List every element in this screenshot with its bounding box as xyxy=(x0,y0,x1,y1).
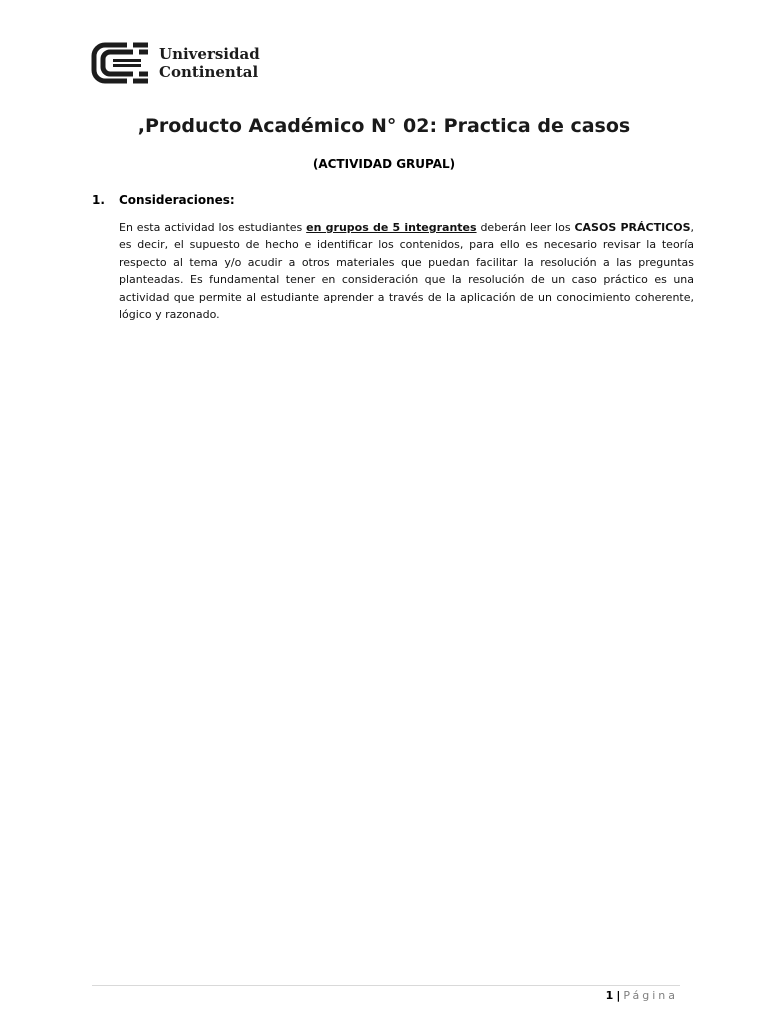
consideraciones-paragraph xyxy=(119,219,694,323)
university-logo xyxy=(91,42,260,84)
page-number: 1 xyxy=(605,989,614,1002)
paragraph-casos-practicos: CASOS PRÁCTICOS xyxy=(574,221,691,234)
footer-separator: | xyxy=(616,989,621,1002)
university-logo-icon xyxy=(91,42,151,84)
section-title: Consideraciones: xyxy=(119,193,235,207)
paragraph-group-size: en grupos de 5 integrantes xyxy=(306,221,477,234)
section-heading xyxy=(92,193,235,207)
paragraph-text-2: deberán leer los xyxy=(476,221,575,234)
document-subtitle: (ACTIVIDAD GRUPAL) xyxy=(312,157,456,171)
section-number: 1. xyxy=(92,193,105,207)
paragraph-text-1: En esta actividad los estudiantes xyxy=(119,221,307,234)
footer-divider xyxy=(92,985,680,986)
page-footer xyxy=(606,989,678,1002)
logo-line-2: Continental xyxy=(159,63,259,81)
page-label: Página xyxy=(623,989,678,1002)
logo-wordmark xyxy=(159,45,260,81)
paragraph-text-3: , es decir, el supuesto de hecho e identificar los contenidos, para ello es necesario revisar la teoría respecto al tema y/o acudir a otros materiales que puedan facilitar la resolución a las preguntas planteadas. Es fundamental tener en consideración que la resolución de un caso práctico es una actividad que permite al estudiante aprender a través de la aplicación de un conocimiento coherente, lógico y razonado. xyxy=(119,221,695,322)
document-title: ,Producto Académico N° 02: Practica de casos xyxy=(137,115,631,137)
logo-line-1: Universidad xyxy=(159,45,260,63)
